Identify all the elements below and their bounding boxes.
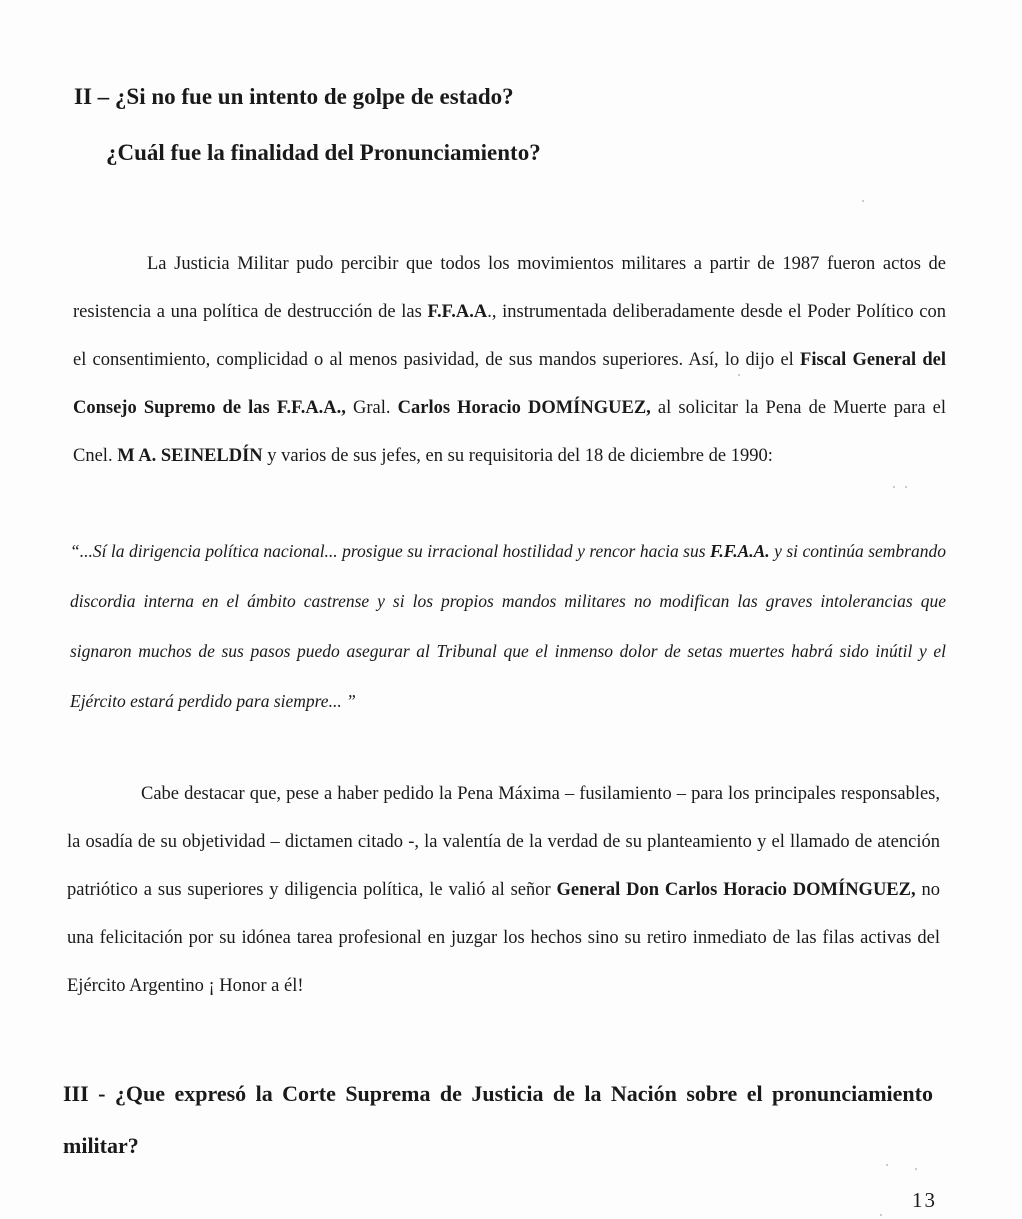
quote-bold-ffaa: F.F.A.A.	[710, 541, 770, 561]
page-number: 13	[912, 1188, 937, 1212]
para1-text-1: La Justicia Militar pudo percibir que todos los movimientos militares a partir de 1987 fueron actos de resistencia a una política de destrucción de las	[73, 254, 946, 322]
para2-text-1: Cabe destacar que, pese a haber pedido la Pena Máxima – fusilamiento – para los principales responsables, la osadía de su objetividad – dictamen citado -, la valentía de la verdad de su planteamiento y el llamado de atención patriótico a sus superiores y diligencia política, le valió al señor	[67, 784, 940, 900]
scan-speck	[893, 486, 895, 488]
scan-speck	[738, 374, 740, 376]
section-ii-title-line2: ¿Cuál fue la finalidad del Pronunciamiento?	[106, 140, 541, 165]
para1-text-4: al solicitar la Pena de Muerte para el Cnel.	[73, 398, 946, 466]
section-iii-title: III - ¿Que expresó la Corte Suprema de Justicia de la Nación sobre el pronunciamiento militar?	[63, 1081, 933, 1158]
para1-bold-seineldin: M A. SEINELDÍN	[117, 446, 263, 466]
para1-bold-ffaa: F.F.A.A	[427, 302, 488, 322]
quotation-requisitoria	[70, 526, 946, 726]
para1-bold-dominguez: Carlos Horacio DOMÍNGUEZ,	[397, 398, 651, 418]
para2-text-2: no una felicitación por su idónea tarea profesional en juzgar los hechos sino su retiro inmediato de las filas activas del Ejército Argentino ¡ Honor a él!	[67, 880, 940, 996]
para1-bold-fiscal: Fiscal General del Consejo Supremo de las F.F.A.A.,	[73, 350, 946, 418]
quote-text-1: “...Sí la dirigencia política nacional... prosigue su irracional hostilidad y rencor hacia sus	[70, 541, 710, 561]
scan-speck	[915, 1168, 917, 1170]
scan-speck	[905, 486, 907, 488]
quote-text-2: y si continúa sembrando discordia interna en el ámbito castrense y si los propios mandos militares no modifican las graves intolerancias que signaron muchos de sus pasos puedo asegurar al Tribunal que el inmenso dolor de setas muertes habrá sido inútil y el Ejército estará perdido para siempre... ”	[70, 541, 946, 711]
paragraph-justicia-militar	[73, 240, 946, 480]
para1-text-5: y varios de sus jefes, en su requisitoria del 18 de diciembre de 1990:	[262, 446, 773, 466]
para1-text-3: Gral.	[345, 398, 398, 418]
scan-speck	[862, 200, 864, 202]
paragraph-cabe-destacar	[67, 770, 940, 1010]
scan-speck	[886, 1164, 888, 1166]
para2-bold-general: General Don Carlos Horacio DOMÍNGUEZ,	[556, 880, 916, 900]
para1-text-2: ., instrumentada deliberadamente desde el Poder Político con el consentimiento, complicidad o al menos pasividad, de sus mandos superiores. Así, lo dijo el	[73, 302, 946, 370]
section-ii-title-line1: II – ¿Si no fue un intento de golpe de estado?	[74, 84, 514, 109]
scan-speck	[880, 1214, 882, 1216]
